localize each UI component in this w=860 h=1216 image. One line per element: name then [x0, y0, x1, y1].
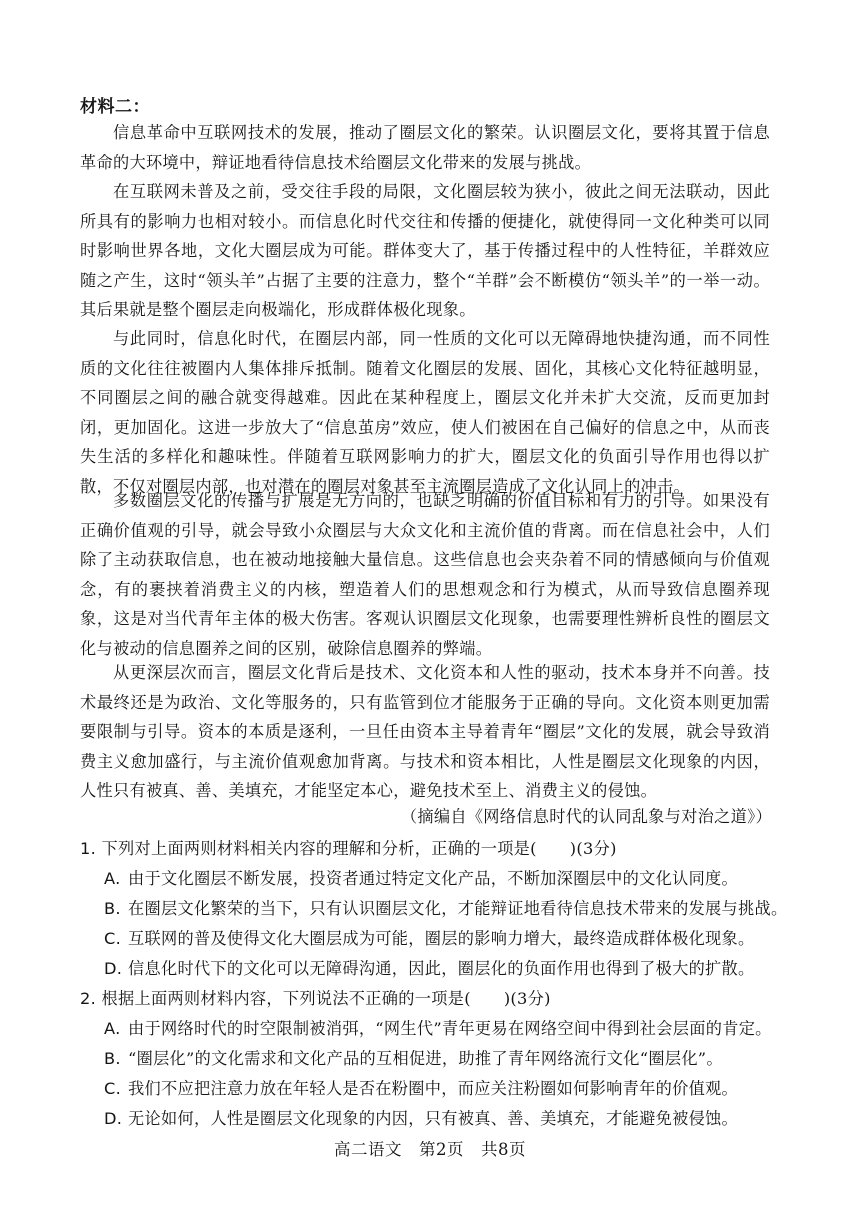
option-text: 无论如何，人性是圈层文化现象的内因，只有被真、善、美填充，才能避免被侵蚀。: [128, 1109, 739, 1128]
option-letter: B.: [104, 899, 121, 918]
question-1-text: 下列对上面两则材料相关内容的理解和分析，正确的一项是( )(3分): [101, 839, 617, 858]
option-letter: C.: [104, 929, 122, 948]
question-1-stem: [80, 835, 617, 859]
option-text: 信息化时代下的文化可以无障碍沟通，因此，圈层化的负面作用也得到了极大的扩散。: [128, 959, 755, 978]
question-2-option-d: [104, 1105, 738, 1129]
option-text: “圈层化”的文化需求和文化产品的互相促进，助推了青年网络流行文化“圈层化”。: [128, 1049, 723, 1068]
question-1-number: 1.: [80, 839, 97, 858]
option-text: 互联网的普及使得文化大圈层成为可能，圈层的影响力增大，最终造成群体极化现象。: [128, 929, 755, 948]
option-text: 由于文化圈层不断发展，投资者通过特定文化产品，不断加深圈层中的文化认同度。: [128, 869, 739, 888]
paragraph-2: 在互联网未普及之前，受交往手段的局限，文化圈层较为狭小，彼此之间无法联动，因此所具有的影响力也相对较小。而信息化时代交往和传播的便捷化，就使得同一文化种类可以同时影响世界各地，文化大圈层成为可能。群体变大了，基于传播过程中的人性特征，羊群效应随之产生，这时“领头羊”占据了主要的注意力，整个“羊群”会不断模仿“领头羊”的一举一动。其后果就是整个圈层走向极端化，形成群体极化现象。: [80, 182, 770, 319]
option-letter: B.: [104, 1049, 121, 1068]
question-2-option-a: [104, 1015, 772, 1039]
question-2-option-c: [104, 1075, 738, 1099]
option-letter: C.: [104, 1079, 122, 1098]
paragraph-4: 多数圈层文化的传播与扩展是无方向的，也缺乏明确的价值目标和有力的引导。如果没有正确价值观的引导，就会导致小众圈层与大众文化和主流价值的背离。而在信息社会中，人们除了主动获取信息，也在被动地接触大量信息。这些信息也会夹杂着不同的情感倾向与价值观念，有的裹挟着消费主义的内核，塑造着人们的思想观念和行为模式，从而导致信息圈养现象，这是对当代青年主体的极大伤害。客观认识圈层文化现象，也需要理性辨析良性的圈层文化与被动的信息圈养之间的区别，破除信息圈养的弊端。: [80, 491, 770, 658]
option-letter: D.: [104, 959, 123, 978]
option-letter: A.: [104, 869, 121, 888]
question-2-option-b: [104, 1045, 723, 1069]
paragraph-3: 与此同时，信息化时代，在圈层内部，同一性质的文化可以无障碍地快捷沟通，而不同性质的文化往往被圈内人集体排斥抵制。随着文化圈层的发展、固化，其核心文化特征越明显，不同圈层之间的融合就变得越难。因此在某种程度上，圈层文化并未扩大交流，反而更加封闭，更加固化。这进一步放大了“信息茧房”效应，使人们被困在自己偏好的信息之中，从而丧失生活的多样化和趣味性。伴随着互联网影响力的扩大，圈层文化的负面引导作用也得以扩散，不仅对圈层内部，也对潜在的圈层对象甚至主流圈层造成了文化认同上的冲击。: [80, 329, 770, 496]
question-2-text: 根据上面两则材料内容，下列说法不正确的一项是( )(3分): [101, 989, 551, 1008]
question-2-stem: [80, 985, 551, 1009]
source-note: （摘编自《网络信息时代的认同乱象与对治之道》）: [400, 807, 772, 826]
question-1-option-b: [104, 895, 788, 919]
paragraph-5: 从更深层次而言，圈层文化背后是技术、文化资本和人性的驱动，技术本身并不向善。技术最终还是为政治、文化等服务的，只有监管到位才能服务于正确的导向。文化资本则更加需要限制与引导。资本的本质是逐利，一旦任由资本主导着青年“圈层”文化的发展，就会导致消费主义愈加盛行，与主流价值观愈加背离。与技术和资本相比，人性是圈层文化现象的内因，人性只有被真、善、美填充，才能坚定本心，避免技术至上、消费主义的侵蚀。: [80, 663, 770, 800]
question-1-option-d: [104, 955, 755, 979]
option-letter: A.: [104, 1019, 121, 1038]
question-1-option-a: [104, 865, 738, 889]
paragraph-1: 信息革命中互联网技术的发展，推动了圈层文化的繁荣。认识圈层文化，要将其置于信息革命的大环境中，辩证地看待信息技术给圈层文化带来的发展与挑战。: [80, 123, 770, 172]
option-text: 我们不应把注意力放在年轻人是否在粉圈中，而应关注粉圈如何影响青年的价值观。: [128, 1079, 739, 1098]
section-heading: 材料二：: [80, 97, 150, 117]
question-2-number: 2.: [80, 989, 97, 1008]
option-text: 在圈层文化繁荣的当下，只有认识圈层文化，才能辩证地看待信息技术带来的发展与挑战。: [128, 899, 788, 918]
page-footer: 高二语文 第2页 共8页: [334, 1140, 526, 1159]
option-text: 由于网络时代的时空限制被消弭，“网生代”青年更易在网络空间中得到社会层面的肯定。: [128, 1019, 772, 1038]
option-letter: D.: [104, 1109, 123, 1128]
question-1-option-c: [104, 925, 755, 949]
